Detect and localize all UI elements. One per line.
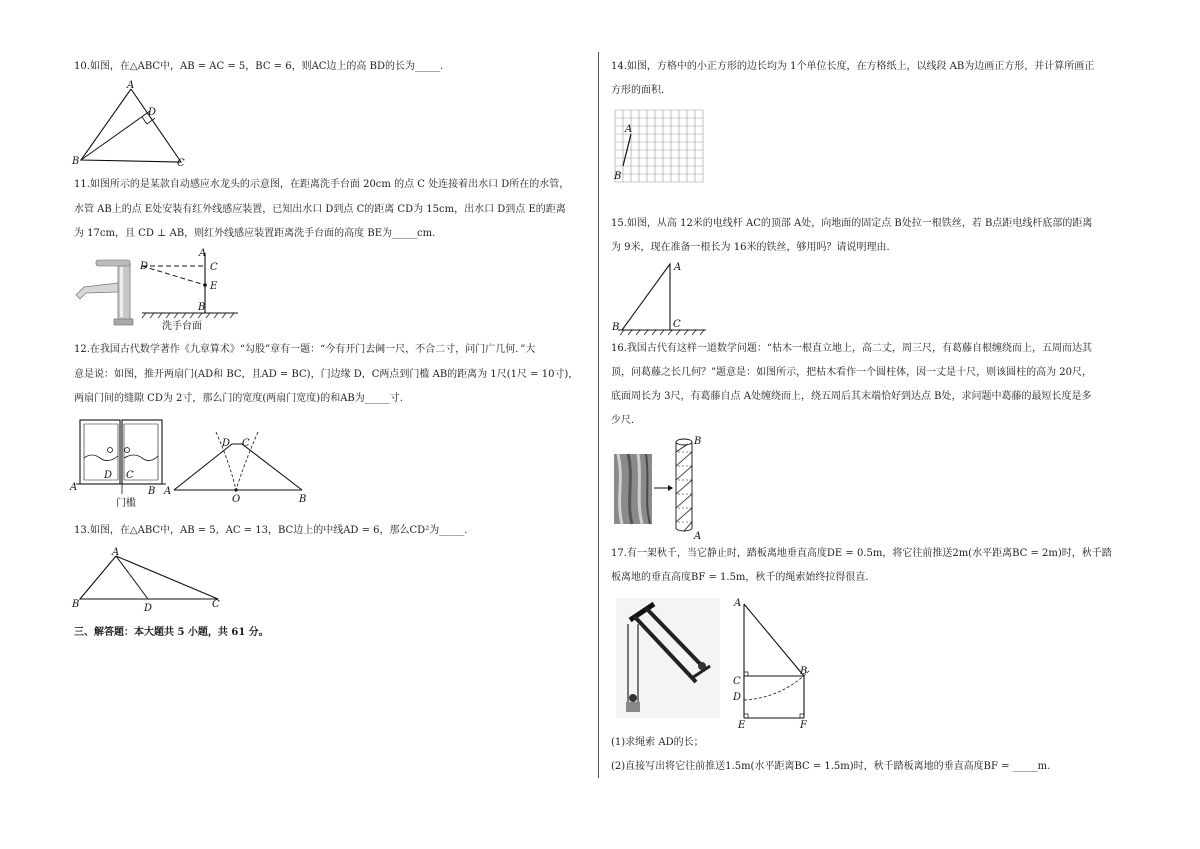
question-16-line-1: 16.我国古代有这样一道数学问题：“枯木一根直立地上，高二丈，周三尺，有葛藤自根缠绕而上，五周而达其: [611, 343, 1093, 354]
q14-label-b: B: [614, 171, 622, 182]
q15-pole-figure: [610, 256, 710, 338]
q12-diagram-label-b: B: [299, 494, 307, 505]
q14-grid-figure: [610, 106, 710, 186]
q11-label-a: A: [199, 248, 207, 259]
q10-label-a: A: [127, 80, 135, 91]
q13-label-c: C: [212, 599, 220, 610]
q10-label-b: B: [72, 156, 80, 167]
question-15-line-1: 15.如图，从高 12米的电线杆 AC的顶部 A处，向地面的固定点 B处拉一根铁丝，若 B点距电线杆底部的距离: [611, 218, 1093, 229]
q16-cylinder-figure: [610, 430, 720, 542]
swing-illustration: [616, 598, 720, 718]
question-11-line-2: 水管 AB上的点 E处安装有红外线感应装置，已知出水口 D到点 C的距离 CD为 15cm，出水口 D到点 E的距离: [74, 204, 566, 215]
q10-triangle-figure: [70, 78, 200, 168]
question-17-part-1: (1)求绳索 AD的长；: [611, 737, 704, 748]
q12-door-label-a: A: [70, 482, 78, 493]
question-10-text: 10.如图，在△ABC中，AB = AC = 5，BC = 6，则AC边上的高 BD的长为_____.: [74, 61, 444, 72]
q12-door-label-b: B: [148, 486, 156, 497]
question-17-line-2: 板离地的垂直高度BF = 1.5m，秋千的绳索始终拉得很直．: [611, 572, 876, 583]
q11-caption: 洗手台面: [162, 321, 202, 332]
question-16-line-3: 底面周长为 3尺，有葛藤自点 A处缠绕而上，绕五周后其末端恰好到达点 B处，求问题中葛藤的最短长度是多: [611, 391, 1092, 402]
q11-label-d: D: [140, 261, 149, 272]
q11-label-e: E: [210, 281, 218, 292]
q15-label-a: A: [674, 262, 682, 273]
q17-label-f: F: [800, 720, 807, 731]
question-12-line-2: 意是说：如图，推开两扇门(AD和 BC，且AD = BC)，门边缘 D，C两点到门槛 AB的距离为 1尺(1尺 = 10寸)，: [74, 369, 579, 380]
q10-label-c: C: [177, 158, 185, 169]
question-11-line-1: 11.如图所示的是某款自动感应水龙头的示意图，在距离洗手台面 20cm 的点 C 处连接着出水口 D所在的水管，: [74, 179, 570, 190]
question-16-line-4: 少尺．: [611, 415, 641, 426]
q12-diagram-label-c: C: [242, 438, 250, 449]
q15-label-c: C: [673, 319, 681, 330]
q11-label-c: C: [210, 262, 218, 273]
faucet-image: [76, 260, 133, 325]
q17-label-d: D: [733, 692, 742, 703]
column-divider: [598, 52, 599, 778]
question-15-line-2: 为 9米，现在准备一根长为 16米的铁丝，够用吗？请说明理由．: [611, 242, 897, 253]
q15-label-b: B: [612, 322, 620, 333]
question-14-line-1: 14.如图，方格中的小正方形的边长均为 1个单位长度，在方格纸上，以线段 AB为边画正方形，并计算所画正: [611, 61, 1095, 72]
q17-label-a: A: [734, 598, 742, 609]
q13-label-b: B: [72, 599, 80, 610]
question-11-line-3: 为 17cm，且 CD ⊥ AB，则红外线感应装置距离洗手台面的高度 BE为_____cm.: [74, 228, 436, 239]
q17-swing-figure: [612, 594, 824, 731]
q16-label-b: B: [694, 436, 702, 447]
question-17-part-2: (2)直接写出将它往前推送1.5m(水平距离BC = 1.5m)时，秋千踏板离地的垂直高度BF = _____m.: [611, 761, 1051, 772]
q13-label-d: D: [144, 603, 153, 614]
q17-label-e: E: [738, 720, 746, 731]
q12-door-label-c: C: [126, 470, 134, 481]
question-13-text: 13.如图，在△ABC中，AB = 5，AC = 13，BC边上的中线AD = 6，那么CD²为_____.: [74, 525, 468, 536]
tree-trunk-photo: [614, 454, 652, 524]
q13-label-a: A: [112, 547, 120, 558]
question-14-line-2: 方形的面积．: [611, 85, 671, 96]
q12-caption: 门槛: [116, 498, 136, 509]
question-16-line-2: 顶，问葛藤之长几何？”题意是：如图所示，把枯木看作一个圆柱体，因一丈是十尺，则该圆柱的高为 20尺，: [611, 367, 1093, 378]
question-12-line-1: 12.在我国古代数学著作《九章算术》“勾股”章有一题：“今有开门去阃一尺，不合二寸，问门广几何．”大: [74, 344, 536, 355]
cylinder: [676, 439, 692, 531]
q17-label-c: C: [733, 676, 741, 687]
section-three-heading: 三、解答题：本大题共 5 小题，共 61 分。: [74, 627, 269, 638]
q14-label-a: A: [625, 124, 633, 135]
q12-diagram-label-d: D: [222, 438, 231, 449]
q12-door-figure: [70, 414, 320, 514]
q12-diagram-label-o: O: [232, 494, 241, 505]
q17-label-b: B: [800, 666, 808, 677]
question-17-line-1: 17.有一架秋千，当它静止时，踏板离地垂直高度DE = 0.5m，将它往前推送2m(水平距离BC = 2m)时，秋千踏: [611, 548, 1112, 559]
q11-faucet-figure: [70, 247, 240, 337]
question-12-line-3: 两扇门间的缝隙 CD为 2寸，那么门的宽度(两扇门宽度)的和AB为_____寸.: [74, 393, 403, 404]
q16-label-a: A: [694, 531, 702, 542]
q10-label-d: D: [148, 107, 157, 118]
q11-label-b: B: [198, 302, 206, 313]
q13-triangle-figure: [70, 545, 230, 617]
q12-diagram-label-a: A: [164, 486, 172, 497]
q12-door-label-d: D: [104, 470, 113, 481]
